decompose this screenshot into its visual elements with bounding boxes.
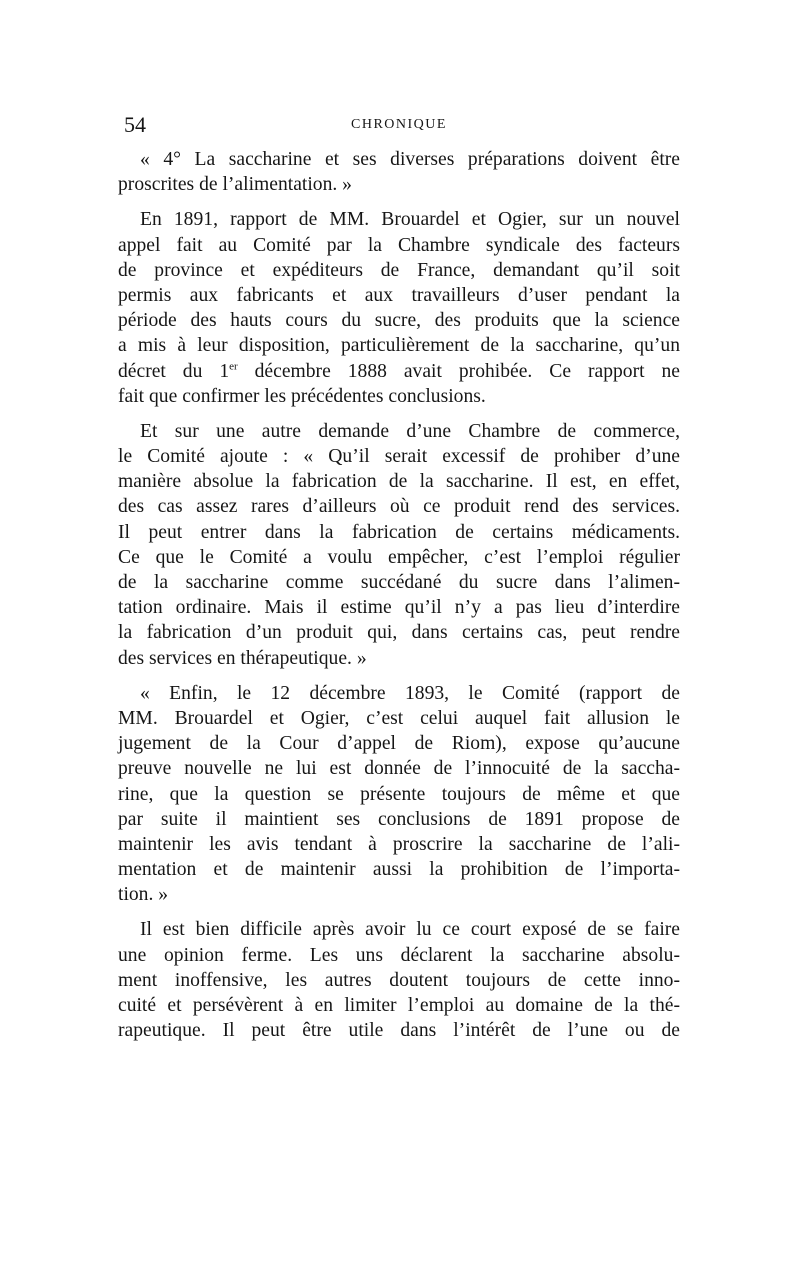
paragraph-rapport-1891: [118, 207, 680, 409]
text-line: tion. »: [118, 884, 169, 906]
body-text: [118, 147, 680, 1043]
paragraph-quote-article-4: [118, 147, 680, 197]
paragraph-opinion-ferme: [118, 917, 680, 1043]
text-line: Il est bien difficile après avoir lu ce court exposé de se faire: [140, 919, 680, 941]
text-line: fait que confirmer les précédentes conclusions.: [118, 385, 486, 407]
text-line: Ce que le Comité a voulu empêcher, c’est l’emploi régulier: [118, 546, 680, 568]
text-line: Il peut entrer dans la fabrication de certains médicaments.: [118, 521, 680, 543]
text-line: rapeutique. Il peut être utile dans l’intérêt de l’une ou de: [118, 1020, 680, 1042]
text-line: période des hauts cours du sucre, des produits que la science: [118, 310, 680, 332]
text-line: permis aux fabricants et aux travailleurs d’user pendant la: [118, 284, 680, 306]
text-line: Et sur une autre demande d’une Chambre de commerce,: [140, 420, 680, 442]
text-line: « Enfin, le 12 décembre 1893, le Comité (rapport de: [140, 682, 680, 704]
paragraph-chambre-de-commerce: [118, 419, 680, 671]
text-line: jugement de la Cour d’appel de Riom), expose qu’aucune: [118, 733, 680, 755]
text-line: cuité et persévèrent à en limiter l’emploi au domaine de la thé-: [118, 995, 680, 1016]
text-line: par suite il maintient ses conclusions de 1891 propose de: [118, 808, 680, 830]
text-line: proscrites de l’alimentation. »: [118, 174, 352, 196]
text-line: maintenir les avis tendant à proscrire la saccharine de l’ali-: [118, 833, 680, 855]
paragraph-decembre-1893: [118, 681, 680, 908]
text-line: le Comité ajoute : « Qu’il serait excessif de prohiber d’une: [118, 446, 680, 468]
text-line: de province et expéditeurs de France, demandant qu’il soit: [118, 259, 680, 281]
text-line: appel fait au Comité par la Chambre syndicale des facteurs: [118, 234, 680, 256]
text-line: de la saccharine comme succédané du sucre dans l’alimen-: [118, 572, 680, 593]
text-line: des services en thérapeutique. »: [118, 647, 367, 669]
running-head: [118, 112, 680, 138]
text-line: tation ordinaire. Mais il estime qu’il n’y a pas lieu d’interdire: [118, 597, 680, 619]
text-line: rine, que la question se présente toujours de même et que: [118, 783, 680, 805]
text-line: « 4° La saccharine et ses diverses préparations doivent être: [140, 149, 680, 170]
text-line: mentation et de maintenir aussi la prohibition de l’importa-: [118, 859, 680, 881]
text-line: une opinion ferme. Les uns déclarent la saccharine absolu-: [118, 944, 680, 966]
text-line-with-superscript: décret du 1er décembre 1888 avait prohibée. Ce rapport ne: [118, 359, 680, 382]
text-line: la fabrication d’un produit qui, dans certains cas, peut rendre: [118, 622, 680, 644]
running-title: CHRONIQUE: [351, 117, 447, 132]
text-line: ment inoffensive, les autres doutent toujours de cette inno-: [118, 969, 680, 991]
text-line: preuve nouvelle ne lui est donnée de l’innocuité de la saccha-: [118, 758, 680, 780]
text-line: manière absolue la fabrication de la saccharine. Il est, en effet,: [118, 471, 680, 493]
page-number: 54: [124, 112, 146, 137]
text-line: a mis à leur disposition, particulièrement de la saccharine, qu’un: [118, 335, 680, 357]
text-line: des cas assez rares d’ailleurs où ce produit rend des services.: [118, 496, 680, 518]
text-line: En 1891, rapport de MM. Brouardel et Ogier, sur un nouvel: [140, 209, 680, 231]
text-line: MM. Brouardel et Ogier, c’est celui auquel fait allusion le: [118, 707, 680, 729]
